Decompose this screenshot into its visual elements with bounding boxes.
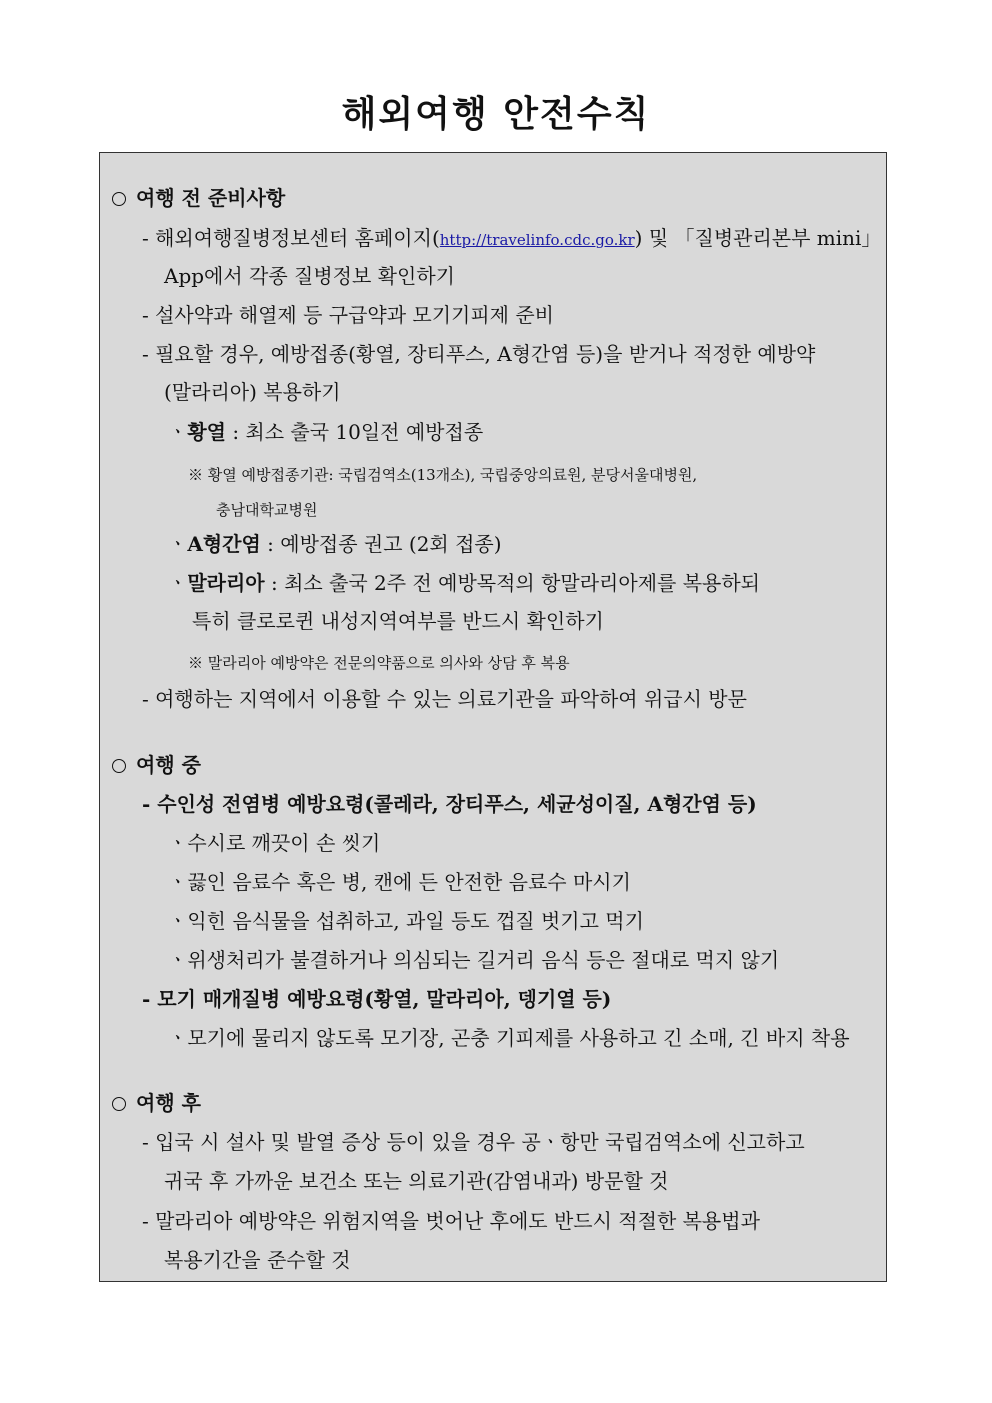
after-item-2-cont: 복용기간을 준수할 것 [164,1248,351,1272]
yellow-fever-note-cont: 충남대학교병원 [216,501,318,519]
circle-bullet-icon [112,759,126,773]
before-item-1-cont: App에서 각종 질병정보 확인하기 [164,264,455,288]
before-item-3: - 필요할 경우, 예방접종(황열, 장티푸스, A형간염 등)을 받거나 적정한 예방약 [142,342,816,366]
section-before-heading: 여행 전 준비사항 [112,186,285,210]
waterborne-item-1: ㆍ수시로 깨끗이 손 씻기 [168,831,381,855]
hepatitis-a-item: ㆍA형간염 : 예방접종 권고 (2회 접종) [168,532,502,556]
circle-bullet-icon [112,192,126,206]
malaria-item: ㆍ말라리아 : 최소 출국 2주 전 예방목적의 항말라리아제를 복용하되 [168,571,760,595]
circle-bullet-icon [112,1097,126,1111]
yellow-fever-item: ㆍ황열 : 최소 출국 10일전 예방접종 [168,420,484,444]
after-item-2: - 말라리아 예방약은 위험지역을 벗어난 후에도 반드시 적절한 복용법과 [142,1209,760,1233]
content-box [99,152,887,1282]
section-after-heading: 여행 후 [112,1091,201,1115]
section-during-heading: 여행 중 [112,753,201,777]
waterborne-heading: - 수인성 전염병 예방요령(콜레라, 장티푸스, 세균성이질, A형간염 등) [142,792,757,816]
waterborne-item-3: ㆍ익힌 음식물을 섭취하고, 과일 등도 껍질 벗기고 먹기 [168,909,644,933]
before-item-1: - 해외여행질병정보센터 홈페이지(http://travelinfo.cdc.go.kr) 및 「질병관리본부 mini」 [142,226,882,250]
before-item-4: - 여행하는 지역에서 이용할 수 있는 의료기관을 파악하여 위급시 방문 [142,687,747,711]
waterborne-item-4: ㆍ위생처리가 불결하거나 의심되는 길거리 음식 등은 절대로 먹지 않기 [168,948,780,972]
before-item-2: - 설사약과 해열제 등 구급약과 모기기피제 준비 [142,303,554,327]
yellow-fever-note: ※ 황열 예방접종기관: 국립검역소(13개소), 국립중앙의료원, 분당서울대병원, [188,466,698,484]
after-item-1: - 입국 시 설사 및 발열 증상 등이 있을 경우 공ㆍ항만 국립검역소에 신고하고 [142,1130,805,1154]
travelinfo-link[interactable]: http://travelinfo.cdc.go.kr [439,231,635,249]
malaria-item-cont: 특히 클로로퀸 내성지역여부를 반드시 확인하기 [192,609,604,633]
malaria-note: ※ 말라리아 예방약은 전문의약품으로 의사와 상담 후 복용 [188,654,570,672]
after-item-1-cont: 귀국 후 가까운 보건소 또는 의료기관(감염내과) 방문할 것 [164,1169,669,1193]
mosquito-item-1: ㆍ모기에 물리지 않도록 모기장, 곤충 기피제를 사용하고 긴 소매, 긴 바지 착용 [168,1026,850,1050]
before-item-3-cont: (말라리아) 복용하기 [164,380,341,404]
mosquito-heading: - 모기 매개질병 예방요령(황열, 말라리아, 뎅기열 등) [142,987,612,1011]
waterborne-item-2: ㆍ끓인 음료수 혹은 병, 캔에 든 안전한 음료수 마시기 [168,870,631,894]
page-title: 해외여행 안전수칙 [341,94,651,135]
